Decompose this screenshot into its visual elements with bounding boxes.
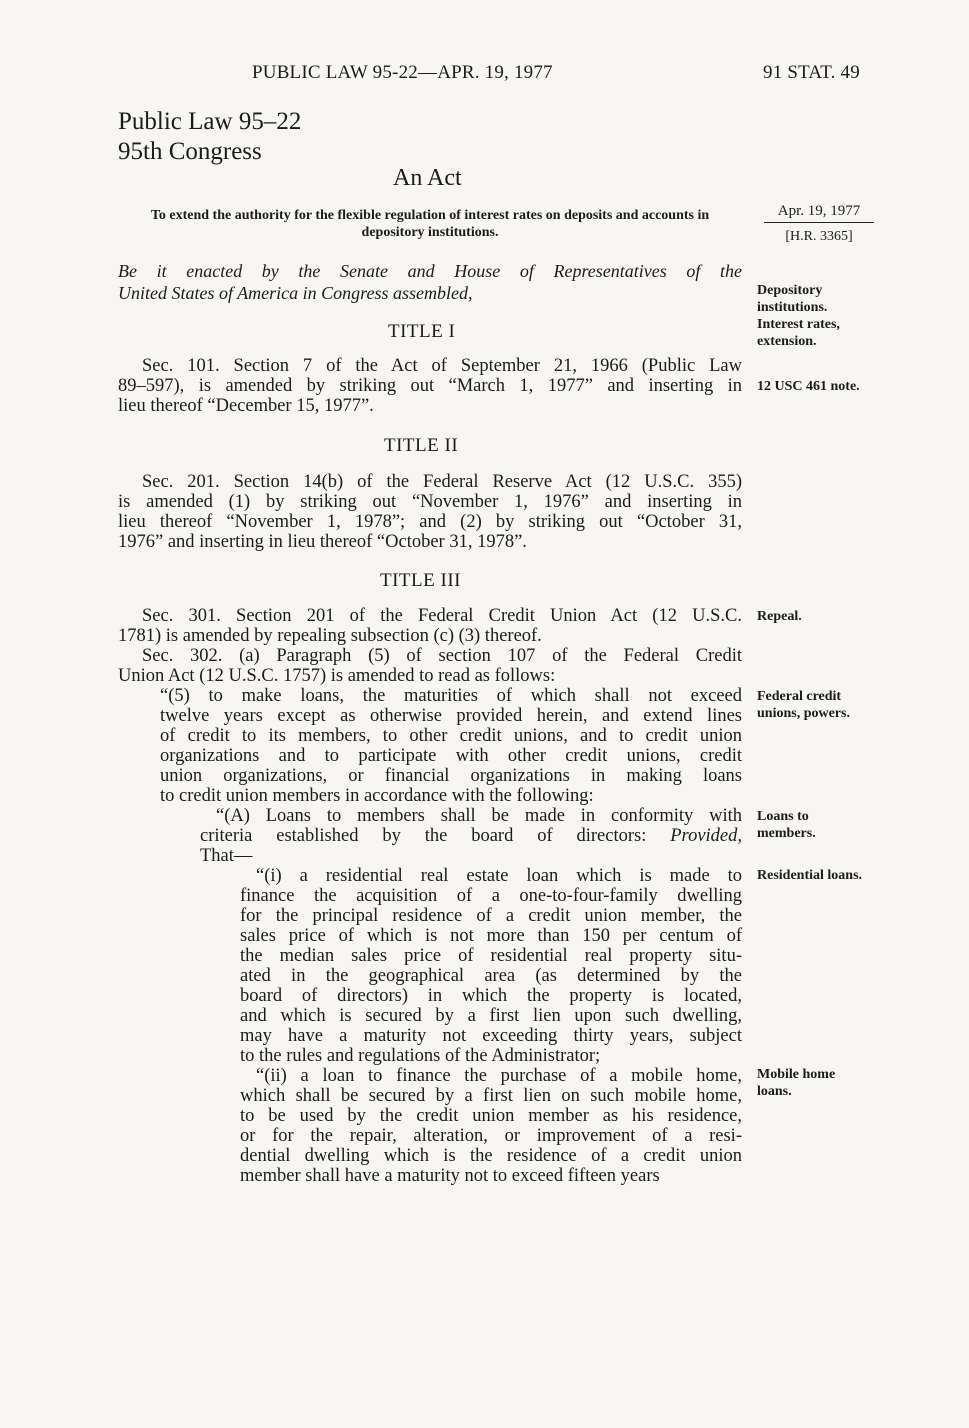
text-line: 89–597), is amended by striking out “March 1, 1977” and inserting in bbox=[118, 376, 742, 396]
text-line: for the principal residence of a credit union member, the bbox=[240, 906, 742, 926]
bill-number: [H.R. 3365] bbox=[785, 229, 853, 244]
margin-note-depository bbox=[757, 282, 840, 350]
margin-line: Federal credit bbox=[757, 689, 842, 704]
text-line: sales price of which is not more than 150 per centum of bbox=[240, 926, 742, 946]
text-line: “(5) to make loans, the maturities of which shall not exceed bbox=[160, 686, 742, 706]
text-line: and which is secured by a first lien upon such dwelling, bbox=[240, 1006, 742, 1026]
margin-line: Interest rates, bbox=[757, 317, 840, 332]
margin-line: extension. bbox=[757, 334, 817, 349]
margin-line: loans. bbox=[757, 1084, 792, 1099]
approval-date: Apr. 19, 1977 bbox=[764, 203, 874, 223]
margin-line: unions, powers. bbox=[757, 706, 850, 721]
text-line: Union Act (12 U.S.C. 1757) is amended to read as follows: bbox=[118, 666, 556, 686]
text-line: twelve years except as otherwise provided herein, and extend lines bbox=[160, 706, 742, 726]
text-line: “(i) a residential real estate loan which is made to bbox=[256, 866, 742, 886]
public-law-number: Public Law 95–22 bbox=[118, 108, 302, 135]
text-line: Sec. 302. (a) Paragraph (5) of section 107 of the Federal Credit bbox=[142, 646, 742, 666]
text-line: 1976” and inserting in lieu thereof “October 31, 1978”. bbox=[118, 532, 527, 552]
title-ii-heading: TITLE II bbox=[384, 435, 459, 456]
text-line: organizations and to participate with other credit unions, credit bbox=[160, 746, 742, 766]
text-line: which shall be secured by a first lien on such mobile home, bbox=[240, 1086, 742, 1106]
text-line: to the rules and regulations of the Administrator; bbox=[240, 1046, 601, 1066]
margin-line: Mobile home bbox=[757, 1067, 836, 1082]
section-101 bbox=[118, 356, 742, 416]
section-302 bbox=[118, 646, 742, 686]
margin-note-repeal: Repeal. bbox=[757, 609, 802, 624]
text-line: member shall have a maturity not to exceed fifteen years bbox=[240, 1166, 660, 1186]
text-segment: criteria established by the board of directors: bbox=[200, 826, 647, 846]
text-line: lieu thereof “December 15, 1977”. bbox=[118, 396, 374, 416]
margin-line: Loans to bbox=[757, 809, 809, 824]
title-iii-heading: TITLE III bbox=[380, 570, 461, 591]
margin-note-mobile-home bbox=[757, 1066, 835, 1100]
text-line: to be used by the credit union member as his residence, bbox=[240, 1106, 742, 1126]
text-line: ated in the geographical area (as determined by the bbox=[240, 966, 742, 986]
proviso-italic: Provided, bbox=[670, 826, 743, 846]
text-line: to credit union members in accordance with the following: bbox=[160, 786, 594, 806]
law-heading bbox=[118, 107, 301, 167]
text-line: Sec. 201. Section 14(b) of the Federal Reserve Act (12 U.S.C. 355) bbox=[142, 472, 742, 492]
text-line: union organizations, or financial organizations in making loans bbox=[160, 766, 742, 786]
clause-i bbox=[240, 866, 742, 1066]
enacting-line-1: Be it enacted by the Senate and House of Representatives of the bbox=[118, 261, 742, 281]
running-header-left: PUBLIC LAW 95-22—APR. 19, 1977 bbox=[252, 62, 553, 83]
section-201 bbox=[118, 472, 742, 552]
margin-line: Depository bbox=[757, 283, 823, 298]
paragraph-5 bbox=[160, 686, 742, 806]
enacting-line-2: United States of America in Congress assembled, bbox=[118, 283, 473, 303]
congress-label: 95th Congress bbox=[118, 138, 262, 165]
text-line: may have a maturity not exceeding thirty years, subject bbox=[240, 1026, 742, 1046]
margin-note-loans-members bbox=[757, 808, 816, 842]
margin-note-federal-credit bbox=[757, 688, 850, 722]
margin-note-residential: Residential loans. bbox=[757, 868, 863, 883]
text-line: dential dwelling which is the residence of a credit union bbox=[240, 1146, 742, 1166]
margin-note-usc: 12 USC 461 note. bbox=[757, 379, 860, 394]
text-line: is amended (1) by striking out “November 1, 1976” and inserting in bbox=[118, 492, 742, 512]
act-purpose: To extend the authority for the flexible regulation of interest rates on deposits and accounts in depository institutions. bbox=[150, 208, 710, 240]
margin-line: institutions. bbox=[757, 300, 828, 315]
title-i-heading: TITLE I bbox=[388, 321, 456, 342]
text-line: Sec. 101. Section 7 of the Act of September 21, 1966 (Public Law bbox=[142, 356, 742, 376]
text-line: “(ii) a loan to finance the purchase of a mobile home, bbox=[256, 1066, 742, 1086]
text-line: Sec. 301. Section 201 of the Federal Credit Union Act (12 U.S.C. bbox=[142, 606, 742, 626]
text-line: board of directors) in which the property is located, bbox=[240, 986, 742, 1006]
section-301 bbox=[118, 606, 742, 646]
text-line: finance the acquisition of a one-to-four-family dwelling bbox=[240, 886, 742, 906]
text-line: or for the repair, alteration, or improvement of a resi- bbox=[240, 1126, 742, 1146]
text-line: lieu thereof “November 1, 1978”; and (2) by striking out “October 31, bbox=[118, 512, 742, 532]
date-box bbox=[764, 203, 874, 245]
subparagraph-a bbox=[200, 806, 742, 866]
text-line: That— bbox=[200, 846, 253, 866]
margin-line: members. bbox=[757, 826, 816, 841]
text-line: the median sales price of residential real property situ- bbox=[240, 946, 742, 966]
enacting-clause bbox=[118, 260, 742, 304]
text-line: “(A) Loans to members shall be made in conformity with bbox=[216, 806, 742, 826]
act-heading: An Act bbox=[393, 165, 462, 191]
text-line bbox=[200, 826, 742, 846]
text-line: 1781) is amended by repealing subsection (c) (3) thereof. bbox=[118, 626, 542, 646]
text-line: of credit to its members, to other credit unions, and to credit union bbox=[160, 726, 742, 746]
page-number-stat: 91 STAT. 49 bbox=[763, 62, 860, 83]
clause-ii bbox=[240, 1066, 742, 1186]
